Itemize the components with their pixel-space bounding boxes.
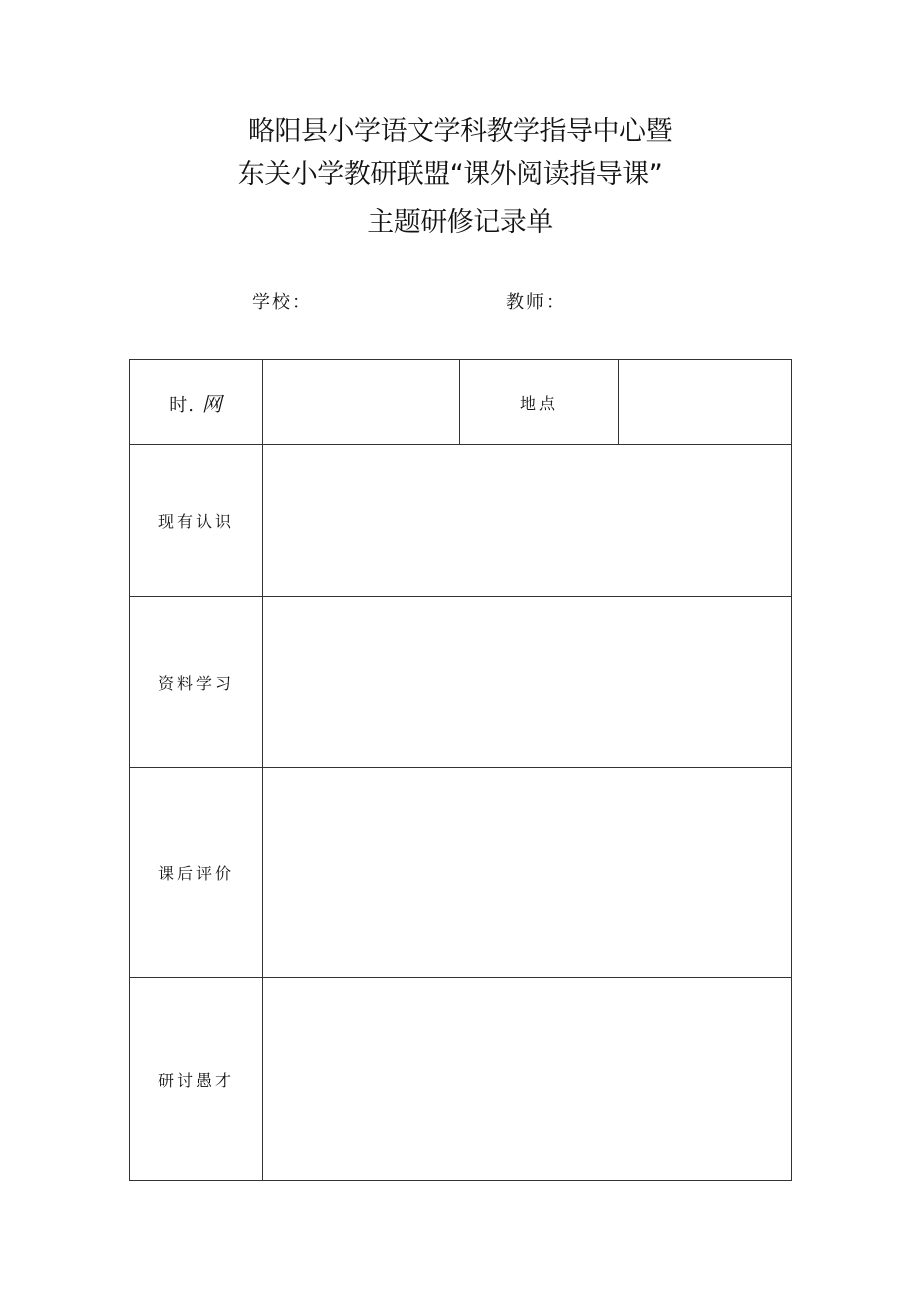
row-label-cell — [130, 597, 263, 768]
form-title-line-3: 主题研修记录单 — [367, 207, 553, 238]
row-content-cell-after-class-evaluation[interactable] — [263, 768, 792, 978]
row-label-cell — [130, 978, 263, 1181]
form-title-line-1: 略阳县小学语文学科教学指导中心暨 — [248, 116, 672, 147]
time-label-cell — [130, 360, 263, 445]
place-value-cell[interactable] — [619, 360, 792, 445]
row-content-cell-material-study[interactable] — [263, 597, 792, 768]
row-content-cell-existing-knowledge[interactable] — [263, 445, 792, 597]
school-label: 学校： — [252, 292, 312, 313]
table-row — [130, 978, 792, 1181]
time-label: 时. — [169, 394, 195, 416]
table-row-time-place — [130, 360, 792, 445]
place-label-cell — [460, 360, 619, 445]
row-label-after-class-evaluation: 课后评价 — [157, 864, 234, 883]
row-label-cell — [130, 445, 263, 597]
row-content-cell-discussion[interactable] — [263, 978, 792, 1181]
row-label-existing-knowledge: 现有认识 — [157, 512, 234, 531]
teacher-label: 教师： — [506, 292, 566, 313]
form-title-line-2: 东关小学教研联盟“课外阅读指导课” — [237, 159, 663, 190]
record-table — [129, 359, 792, 1181]
place-label: 地点 — [519, 393, 558, 413]
time-value-cell[interactable] — [263, 360, 460, 445]
row-label-cell — [130, 768, 263, 978]
row-label-discussion: 研讨愚才 — [157, 1070, 234, 1090]
table-row — [130, 445, 792, 597]
row-label-material-study: 资料学习 — [157, 673, 234, 693]
table-row — [130, 768, 792, 978]
table-row — [130, 597, 792, 768]
time-label-glyph: 网 — [201, 391, 223, 416]
